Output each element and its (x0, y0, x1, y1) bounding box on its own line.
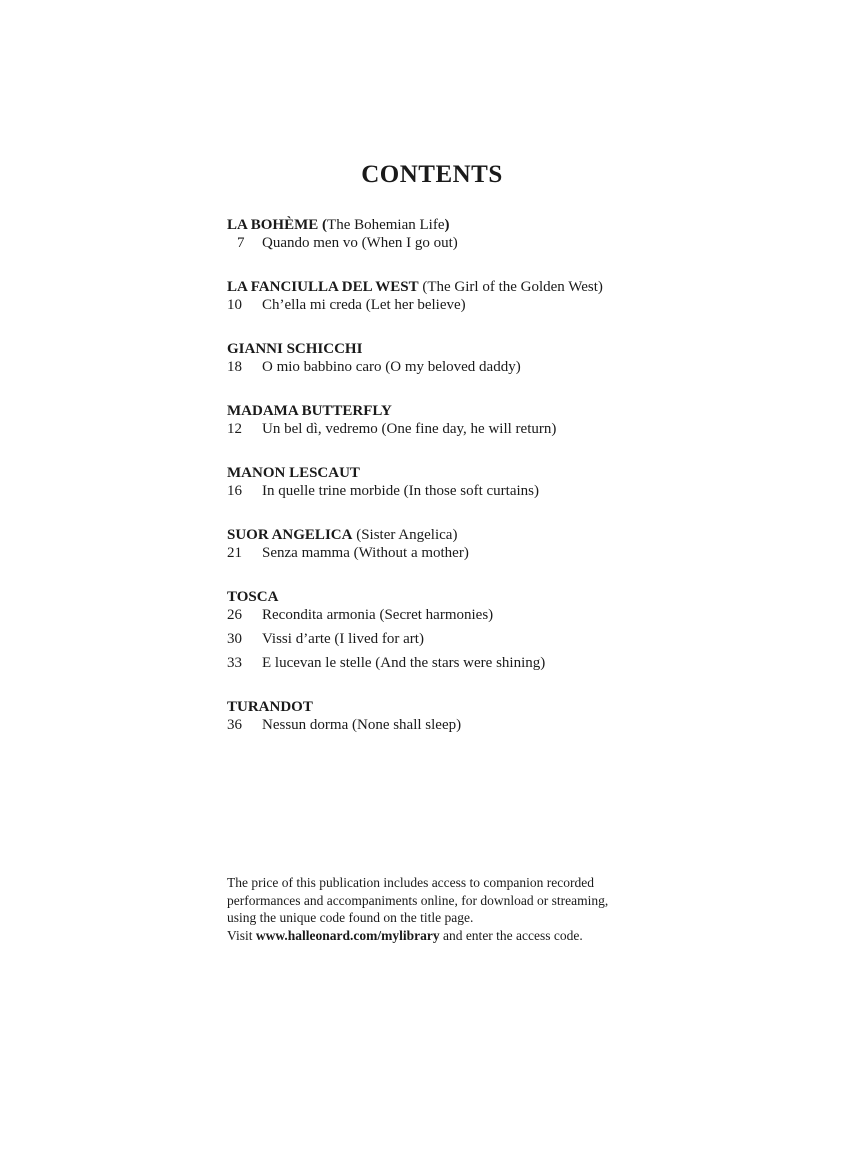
note-visit-prefix: Visit (227, 927, 256, 943)
note-line-3: using the unique code found on the title page. (227, 910, 474, 925)
aria-title: In quelle trine morbide (In those soft curtains) (262, 483, 540, 499)
opera-manon-lescaut (227, 464, 787, 500)
subtitle-close-paren: ) (444, 217, 450, 233)
aria-page-number: 16 (227, 483, 242, 499)
opera-heading (227, 216, 787, 234)
aria-page-number: 26 (227, 607, 242, 623)
aria-title: Ch’ella mi creda (Let her believe) (262, 297, 466, 313)
opera-subtitle: The Girl of the Golden West (427, 279, 598, 295)
opera-gianni-schicchi (227, 340, 787, 376)
note-line-4 (227, 927, 697, 945)
aria-page-number: 30 (227, 631, 242, 647)
aria-entry[interactable] (227, 482, 787, 500)
aria-page-number: 10 (227, 297, 242, 313)
opera-heading (227, 340, 787, 358)
aria-title: Vissi d’arte (I lived for art) (262, 631, 424, 647)
opera-name: TOSCA (227, 589, 279, 605)
opera-heading (227, 402, 787, 420)
opera-name: TURANDOT (227, 699, 313, 715)
opera-la-boheme (227, 216, 787, 252)
opera-name: GIANNI SCHICCHI (227, 341, 363, 357)
aria-title: Nessun dorma (None shall sleep) (262, 717, 462, 733)
opera-la-fanciulla-del-west (227, 278, 787, 314)
subtitle-close-paren: ) (452, 527, 458, 543)
opera-heading (227, 588, 787, 606)
aria-entry[interactable] (227, 420, 787, 438)
opera-name: LA BOHÈME (227, 217, 319, 233)
aria-entry[interactable] (227, 358, 787, 376)
opera-name: MADAMA BUTTERFLY (227, 403, 392, 419)
opera-subtitle: Sister Angelica (361, 527, 453, 543)
subtitle-open-paren: ( (352, 527, 362, 543)
library-url-link[interactable]: www.halleonard.com/mylibrary (255, 927, 440, 943)
aria-page-number: 18 (227, 359, 242, 375)
opera-name: MANON LESCAUT (227, 465, 360, 481)
aria-entry[interactable] (227, 296, 787, 314)
opera-name: LA FANCIULLA DEL WEST (227, 279, 419, 295)
aria-title: E lucevan le stelle (And the stars were shining) (262, 655, 546, 671)
page-title: CONTENTS (361, 161, 503, 188)
aria-entry[interactable] (227, 630, 787, 648)
aria-page-number: 7 (237, 235, 245, 251)
opera-suor-angelica (227, 526, 787, 562)
contents-list (227, 216, 787, 760)
aria-entry[interactable] (227, 716, 787, 734)
aria-page-number: 36 (227, 717, 242, 733)
aria-page-number: 33 (227, 655, 242, 671)
aria-title: O mio babbino caro (O my beloved daddy) (262, 359, 521, 375)
aria-title: Un bel dì, vedremo (One fine day, he will return) (262, 421, 557, 437)
opera-subtitle: The Bohemian Life (327, 217, 445, 233)
aria-title: Recondita armonia (Secret harmonies) (262, 607, 494, 623)
aria-title: Quando men vo (When I go out) (262, 235, 458, 251)
aria-entry[interactable] (227, 234, 787, 252)
subtitle-open-paren: ( (318, 217, 328, 233)
aria-entry[interactable] (227, 544, 787, 562)
opera-turandot (227, 698, 787, 734)
opera-heading (227, 278, 787, 296)
note-line-2: performances and accompaniments online, for download or streaming, (227, 892, 609, 908)
opera-tosca (227, 588, 787, 672)
opera-heading (227, 526, 787, 544)
access-note (227, 874, 697, 944)
subtitle-close-paren: ) (597, 279, 603, 295)
note-line-1: The price of this publication includes access to companion recorded (227, 875, 594, 890)
opera-madama-butterfly (227, 402, 787, 438)
note-visit-suffix: and enter the access code. (439, 927, 583, 943)
aria-entry[interactable] (227, 606, 787, 624)
subtitle-open-paren: ( (418, 279, 428, 295)
aria-entry[interactable] (227, 654, 787, 672)
aria-page-number: 12 (227, 421, 242, 437)
opera-heading (227, 698, 787, 716)
aria-title: Senza mamma (Without a mother) (262, 545, 469, 561)
opera-name: SUOR ANGELICA (227, 527, 353, 543)
aria-page-number: 21 (227, 545, 242, 561)
opera-heading (227, 464, 787, 482)
